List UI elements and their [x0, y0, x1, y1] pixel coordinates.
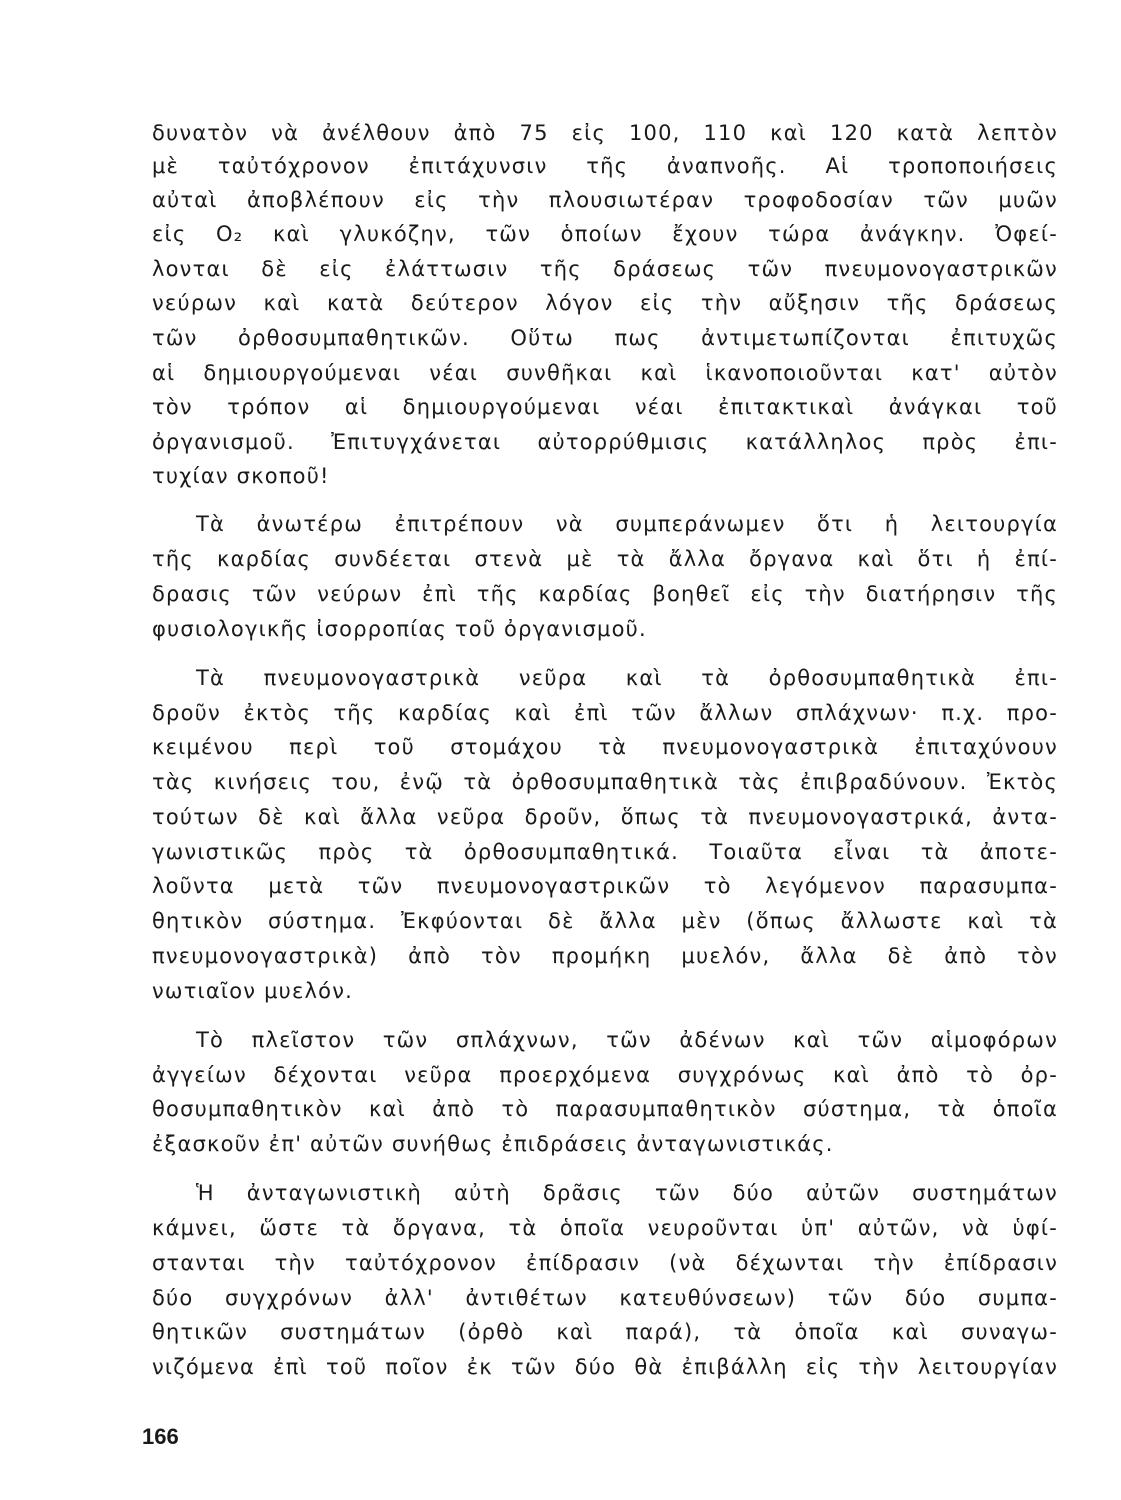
text-line: τῆς καρδίας συνδέεται στενὰ μὲ τὰ ἄλλα ὄργανα καὶ ὅτι ἡ ἐπί- — [152, 547, 1058, 571]
text-line: λοῦντα μετὰ τῶν πνευμονογαστρικῶν τὸ λεγόμενον παρασυμπα- — [152, 874, 1058, 898]
text-line: Τὰ ἀνωτέρω ἐπιτρέπουν νὰ συμπεράνωμεν ὅτι ἡ λειτουργία — [196, 512, 1058, 536]
text-line: φυσιολογικῆς ἰσορροπίας τοῦ ὀργανισμοῦ. — [152, 617, 647, 641]
text-line: δύο συγχρόνων ἀλλ' ἀντιθέτων κατευθύνσεων) τῶν δύο συμπα- — [152, 1286, 1058, 1310]
text-line: νεύρων καὶ κατὰ δεύτερον λόγον εἰς τὴν αὔξησιν τῆς δράσεως — [152, 291, 1058, 315]
text-line: μὲ ταὐτόχρονον ἐπιτάχυνσιν τῆς ἀναπνοῆς. Αἱ τροποποιήσεις — [152, 154, 1058, 178]
text-line: Τὸ πλεῖστον τῶν σπλάχνων, τῶν ἀδένων καὶ τῶν αἱμοφόρων — [196, 1028, 1058, 1052]
text-line: νιζόμενα ἐπὶ τοῦ ποῖον ἐκ τῶν δύο θὰ ἐπιβάλλη εἰς τὴν λειτουργίαν — [152, 1355, 1058, 1379]
text-line: στανται τὴν ταὐτόχρονον ἐπίδρασιν (νὰ δέχωνται τὴν ἐπίδρασιν — [152, 1251, 1058, 1275]
text-line: θοσυμπαθητικὸν καὶ ἀπὸ τὸ παρασυμπαθητικὸν σύστημα, τὰ ὁποῖα — [152, 1097, 1058, 1121]
text-line: κειμένου περὶ τοῦ στομάχου τὰ πνευμονογαστρικὰ ἐπιταχύνουν — [152, 735, 1058, 759]
text-line: νωτιαῖον μυελόν. — [152, 979, 354, 1003]
text-line: ἀγγείων δέχονται νεῦρα προερχόμενα συγχρόνως καὶ ἀπὸ τὸ ὀρ- — [152, 1063, 1058, 1087]
text-line: Ἡ ἀνταγωνιστικὴ αὐτὴ δρᾶσις τῶν δύο αὐτῶν συστημάτων — [196, 1181, 1058, 1205]
text-line: αἱ δημιουργούμεναι νέαι συνθῆκαι καὶ ἱκανοποιοῦνται κατ' αὐτὸν — [152, 361, 1058, 385]
text-line: αὐταὶ ἀποβλέπουν εἰς τὴν πλουσιωτέραν τροφοδοσίαν τῶν μυῶν — [152, 188, 1058, 212]
text-line: εἰς O₂ καὶ γλυκόζην, τῶν ὁποίων ἔχουν τώρα ἀνάγκην. Ὀφεί- — [152, 222, 1058, 246]
text-line: τυχίαν σκοποῦ! — [152, 464, 330, 488]
text-line: δροῦν ἐκτὸς τῆς καρδίας καὶ ἐπὶ τῶν ἄλλων σπλάχνων· π.χ. προ- — [152, 701, 1058, 725]
text-line: ἐξασκοῦν ἐπ' αὐτῶν συνήθως ἐπιδράσεις ἀνταγωνιστικάς. — [152, 1132, 834, 1156]
text-line: δρασις τῶν νεύρων ἐπὶ τῆς καρδίας βοηθεῖ εἰς τὴν διατήρησιν τῆς — [152, 582, 1058, 606]
text-line: λονται δὲ εἰς ἐλάττωσιν τῆς δράσεως τῶν πνευμονογαστρικῶν — [152, 257, 1058, 281]
text-line: θητικῶν συστημάτων (ὀρθὸ καὶ παρά), τὰ ὁποῖα καὶ συναγω- — [152, 1320, 1058, 1344]
text-line: γωνιστικῶς πρὸς τὰ ὀρθοσυμπαθητικά. Τοιαῦτα εἶναι τὰ ἀποτε- — [152, 840, 1058, 864]
text-line: πνευμονογαστρικὰ) ἀπὸ τὸν προμήκη μυελόν, ἄλλα δὲ ἀπὸ τὸν — [152, 944, 1058, 968]
text-line: ὀργανισμοῦ. Ἐπιτυγχάνεται αὐτορρύθμισις κατάλληλος πρὸς ἐπι- — [152, 430, 1058, 454]
text-line: τὰς κινήσεις του, ἐνῷ τὰ ὀρθοσυμπαθητικὰ τὰς ἐπιβραδύνουν. Ἐκτὸς — [152, 770, 1058, 794]
text-line: θητικὸν σύστημα. Ἐκφύονται δὲ ἄλλα μὲν (ὅπως ἄλλωστε καὶ τὰ — [152, 909, 1058, 933]
text-line: Τὰ πνευμονογαστρικὰ νεῦρα καὶ τὰ ὀρθοσυμπαθητικὰ ἐπι- — [196, 666, 1058, 690]
text-line: τῶν ὀρθοσυμπαθητικῶν. Οὕτω πως ἀντιμετωπίζονται ἐπιτυχῶς — [152, 326, 1058, 350]
text-line: τὸν τρόπον αἱ δημιουργούμεναι νέαι ἐπιτακτικαὶ ἀνάγκαι τοῦ — [152, 395, 1058, 419]
page-number: 166 — [142, 1424, 179, 1449]
text-line: τούτων δὲ καὶ ἄλλα νεῦρα δροῦν, ὅπως τὰ πνευμονογαστρικά, ἀντα- — [152, 805, 1058, 829]
text-line: δυνατὸν νὰ ἀνέλθουν ἀπὸ 75 εἰς 100, 110 καὶ 120 κατὰ λεπτὸν — [152, 121, 1058, 145]
text-line: κάμνει, ὥστε τὰ ὄργανα, τὰ ὁποῖα νευροῦνται ὑπ' αὐτῶν, νὰ ὑφί- — [152, 1216, 1058, 1240]
